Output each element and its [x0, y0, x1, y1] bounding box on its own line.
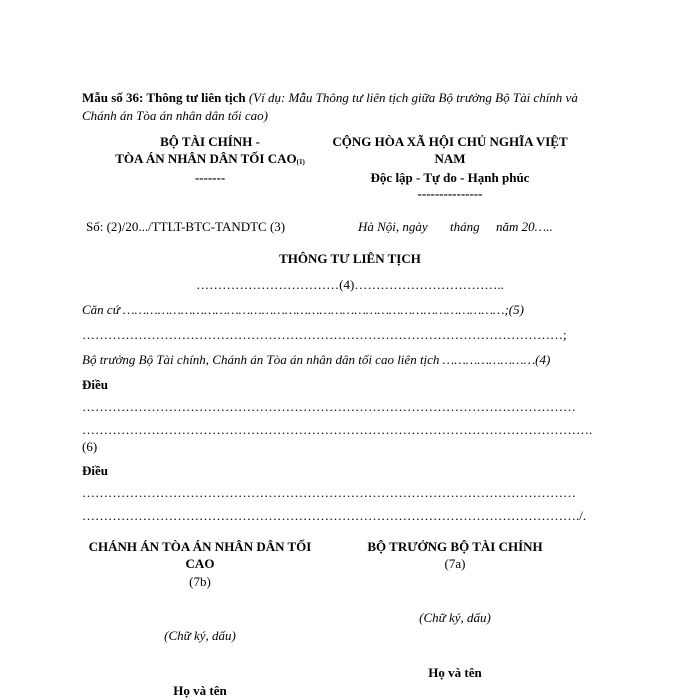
issuers-line: Bộ trưởng Bộ Tài chính, Chánh án Tòa án nhân dân tối cao liên tịch ……………………(4) [82, 352, 551, 367]
article-2-dots-1: …………………………………………………………………………………………………… [82, 485, 576, 500]
article-1-dots-1: …………………………………………………………………………………………………… [82, 399, 576, 414]
agency-line2 [80, 151, 340, 167]
date-place: Hà Nội, ngày [358, 219, 428, 234]
state-name-line1: CỘNG HÒA XÃ HỘI CHỦ NGHĨA VIỆT [332, 134, 568, 149]
article-2-label: Điều [82, 463, 108, 478]
signer-left-title-line1: CHÁNH ÁN TÒA ÁN NHÂN DÂN TỐI [88, 539, 312, 554]
document-subject: ……………………………(4)…………………………….. [196, 277, 504, 292]
state-name-line2: NAM [434, 151, 466, 166]
signer-left-sign-placeholder: (Chữ ký, dấu) [164, 628, 236, 643]
date-year: năm 20….. [496, 219, 553, 234]
signer-right-note: (7a) [444, 556, 466, 571]
document-title: THÔNG TƯ LIÊN TỊCH [279, 251, 421, 266]
signer-right-name: Họ và tên [428, 665, 482, 680]
signer-left-title-line2: CAO [185, 556, 215, 571]
form-example-line2: Chánh án Tòa án nhân dân tối cao) [82, 108, 268, 123]
article-1-label: Điều [82, 377, 108, 392]
signer-left-note: (7b) [189, 574, 211, 589]
agency-name: TÒA ÁN NHÂN DÂN TỐI CAO [115, 151, 297, 166]
signer-right-sign-placeholder: (Chữ ký, dấu) [419, 610, 491, 625]
signer-left-name: Họ và tên [173, 683, 227, 698]
form-number: Mẫu số 36: Thông tư liên tịch [82, 90, 246, 105]
form-example-line1: (Ví dụ: Mẫu Thông tư liên tịch giữa Bộ trưởng Bộ Tài chính và [248, 90, 578, 105]
legal-basis-line: Căn cứ ………………………………………………………………………………………;(5) [82, 302, 524, 317]
article-1-dots-2: ………………………………………………………………………………………………………. [82, 422, 593, 437]
agency-line1: BỘ TÀI CHÍNH - [160, 134, 260, 149]
signer-right-title: BỘ TRƯỞNG BỘ TÀI CHÍNH [367, 539, 543, 554]
motto-dashes: --------------- [417, 186, 483, 201]
form-caption-line1 [82, 90, 578, 106]
state-motto: Độc lập - Tự do - Hạnh phúc [370, 170, 530, 185]
article-note-6: (6) [82, 439, 98, 454]
document-number: Số: (2)/20.../TTLT-BTC-TANDTC (3) [86, 219, 286, 234]
date-month: tháng [450, 219, 480, 234]
legal-basis-line2: …………………………………………………………………………………………………; [82, 327, 567, 342]
agency-note: (1) [296, 158, 305, 166]
agency-dashes: ------- [194, 170, 226, 185]
article-2-dots-2: ……………………………………………………………………………………………………./. [82, 508, 587, 523]
